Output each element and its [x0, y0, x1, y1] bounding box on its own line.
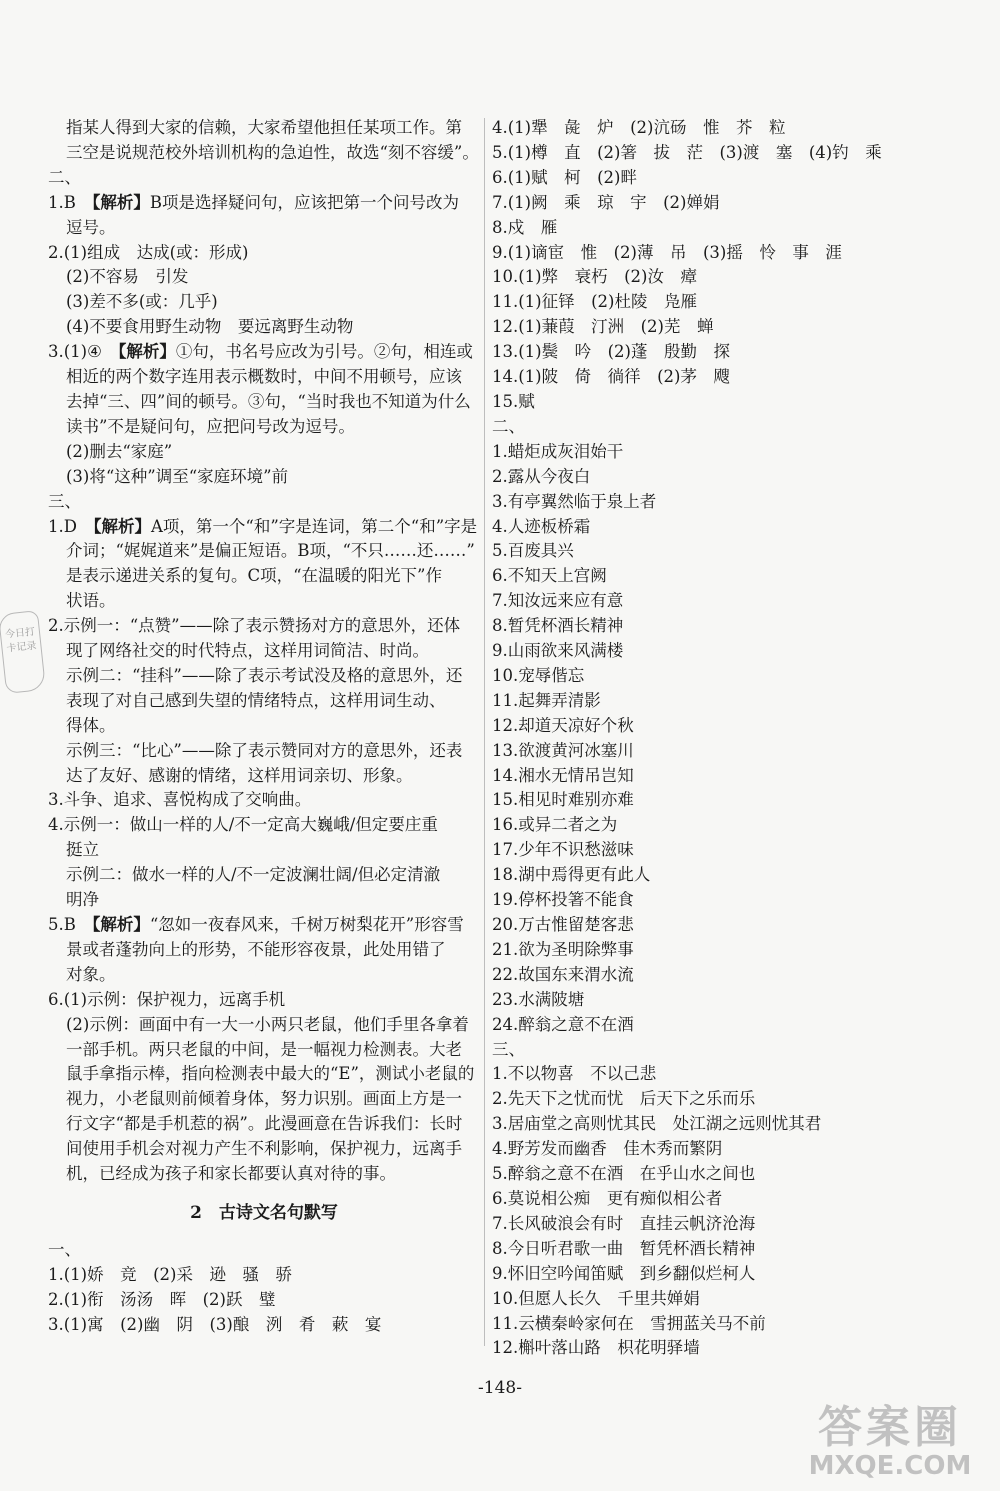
answer-line: 23.水满陂塘 [492, 989, 585, 1009]
answer-line: 12.却道天凉好个秋 [492, 715, 634, 735]
answer-line: 7.知汝远来应有意 [492, 591, 624, 611]
answer-line: 2.示例一：“点赞”——除了表示赞扬对方的意思外，还体 [48, 616, 461, 636]
watermark-logo [790, 1404, 990, 1486]
answer-line: 16.或异二者之为 [492, 815, 618, 835]
analysis-tag: 【解析】 [84, 516, 151, 536]
answer-line: 6.莫说相公痴 更有痴似相公者 [492, 1188, 723, 1208]
answer-line: 4.(1)犟 彘 炉 (2)沆砀 惟 芥 粒 [492, 118, 786, 137]
answer-line: (2)删去“家庭” [66, 441, 173, 461]
answer-line: 17.少年不识愁滋味 [492, 840, 634, 860]
answer-line: 达了友好、感谢的情绪，这样用词亲切、形象。 [66, 765, 413, 785]
answer-line: 景或者蓬勃向上的形势，不能形容夜景，此处用错了 [66, 939, 446, 959]
answer-line: 10.但愿人长久 千里共婵娟 [492, 1288, 700, 1308]
answer-line: 20.万古惟留楚客悲 [492, 915, 634, 934]
answer-line: 21.欲为圣明除弊事 [492, 939, 634, 959]
answer-line: 一部手机。两只老鼠的中间，是一幅视力检测表。大老 [66, 1039, 462, 1059]
answer-line: 明净 [66, 890, 99, 910]
analysis-text: “忽如一夜春风来，千树万树梨花开”形容雪 [149, 915, 464, 934]
right-column [492, 116, 952, 1361]
column-divider [484, 118, 485, 1346]
answer-line: 10.宠辱偕忘 [492, 665, 585, 685]
answer-line: 3.居庙堂之高则忧其民 处江湖之远则忧其君 [492, 1114, 822, 1134]
answer-line: 11.云横秦岭家何在 雪拥蓝关马不前 [492, 1313, 766, 1333]
answer-line: 8.戍 雁 [492, 217, 558, 237]
answer-line: (2)不容易 引发 [66, 267, 189, 287]
answer-line: (2)示例：画面中有一大一小两只老鼠，他们手里各拿着 [66, 1014, 469, 1034]
answer-line: 10.(1)弊 衰朽 (2)汝 瘴 [492, 267, 697, 287]
answer-line: 一、 [48, 1239, 81, 1259]
answer-line: 18.湖中焉得更有此人 [492, 865, 651, 885]
answer-line: (3)差不多(或：几乎) [66, 292, 218, 312]
answer-line: 13.(1)鬓 吟 (2)蓬 殷勤 探 [492, 342, 730, 362]
answer-key: 5.B [48, 915, 76, 934]
answer-line: 3.有亭翼然临于泉上者 [492, 491, 657, 511]
answer-line: 8.今日听君歌一曲 暂凭杯酒长精神 [492, 1238, 756, 1258]
watermark-url: MXQE.COM [808, 1451, 972, 1481]
answer-line: 相近的两个数字连用表示概数时，中间不用顿号，应该 [66, 367, 462, 387]
answer-line: 间使用手机会对视力产生不利影响，保护视力，远离手 [66, 1139, 462, 1159]
answer-line: 4.野芳发而幽香 佳木秀而繁阴 [492, 1139, 723, 1159]
answer-line: 3.斗争、追求、喜悦构成了交响曲。 [48, 790, 312, 810]
answer-line: 视力，小老鼠则前倾着身体，努力识别。画面上方是一 [66, 1089, 462, 1109]
answer-line: 逗号。 [66, 217, 116, 237]
answer-line: 现了网络社交的时代特点，这样用词简洁、时尚。 [66, 641, 429, 661]
watermark-title: 答案圈 [818, 1402, 962, 1453]
answer-key: 3.(1)④ [48, 342, 102, 362]
answer-line: 3.(1)寓 (2)幽 阴 (3)酿 洌 肴 蔌 宴 [48, 1314, 382, 1334]
answer-line: 9.山雨欲来风满楼 [492, 641, 624, 661]
answer-line: 得体。 [66, 715, 116, 735]
answer-line: 24.醉翁之意不在酒 [492, 1014, 634, 1034]
answer-line: 12.(1)蒹葭 汀洲 (2)芜 蝉 [492, 317, 714, 337]
page-number: -148- [478, 1378, 522, 1398]
answer-line: 6.(1)赋 柯 (2)畔 [492, 167, 637, 187]
answer-line: (3)将“这种”调至“家庭环境”前 [66, 466, 289, 486]
answer-line: 5.(1)樽 直 (2)箸 拔 茫 (3)渡 塞 (4)钓 乘 [492, 142, 882, 162]
answer-line: 示例三：“比心”——除了表示赞同对方的意思外，还表 [66, 740, 463, 760]
answer-line: 状语。 [66, 591, 116, 611]
answer-line: 2.露从今夜白 [492, 466, 591, 486]
answer-line: 13.欲渡黄河冰塞川 [492, 740, 634, 760]
analysis-tag: 【解析】 [83, 915, 150, 934]
answer-line: 介词；“娓娓道来”是偏正短语。B项，“不只……还……” [66, 541, 475, 561]
answer-line: 1.(1)娇 竞 (2)采 逊 骚 骄 [48, 1264, 292, 1284]
answer-line: 机，已经成为孩子和家长都要认真对待的事。 [66, 1164, 396, 1184]
answer-line: 表现了对自己感到失望的情绪特点，这样用词生动、 [66, 690, 446, 710]
answer-line: 15.赋 [492, 391, 535, 411]
answer-line: 1.不以物喜 不以己悲 [492, 1064, 657, 1084]
answer-line: 三、 [48, 491, 81, 511]
answer-line: 7.长风破浪会有时 直挂云帆济沧海 [492, 1213, 756, 1233]
answer-line: 4.人迹板桥霜 [492, 516, 591, 536]
answer-line: 2.先天下之忧而忧 后天下之乐而乐 [492, 1089, 756, 1109]
answer-line: 11.起舞弄清影 [492, 690, 601, 710]
ink-stamp: 今日打卡记录 [0, 610, 46, 694]
answer-line: 19.停杯投箸不能食 [492, 890, 634, 910]
answer-key: 1.B [48, 192, 76, 212]
answer-line: 二、 [48, 167, 81, 187]
analysis-tag: 【解析】 [83, 192, 150, 212]
answer-line: 5.百废具兴 [492, 541, 574, 561]
answer-line: 是表示递进关系的复句。C项，“在温暖的阳光下”作 [66, 566, 442, 586]
answer-line: 11.(1)征铎 (2)杜陵 凫雁 [492, 292, 697, 312]
answer-line: 2.(1)组成 达成(或：形成) [48, 242, 249, 262]
answer-line: 读书”不是疑问句，应把问号改为逗号。 [66, 416, 355, 436]
answer-line: 1.蜡炬成灰泪始干 [492, 441, 624, 461]
answer-line: 示例二：“挂科”——除了表示考试没及格的意思外，还 [66, 665, 463, 685]
answer-line: 行文字“都是手机惹的祸”。此漫画意在告诉我们：长时 [66, 1114, 463, 1134]
answer-line: 14.(1)陂 倚 徜徉 (2)茅 飕 [492, 367, 730, 387]
answer-line [48, 191, 480, 216]
answer-line: 14.湘水无情吊岂知 [492, 765, 634, 785]
answer-line: 15.相见时难别亦难 [492, 790, 634, 810]
answer-line: 22.故国东来渭水流 [492, 964, 634, 984]
answer-line: 9.怀旧空吟闻笛赋 到乡翻似烂柯人 [492, 1263, 756, 1283]
analysis-text: B项是选择疑问句，应该把第一个问号改为 [149, 192, 460, 212]
answer-line: 12.槲叶落山路 枳花明驿墙 [492, 1338, 700, 1358]
answer-line [48, 913, 480, 938]
answer-line: 三、 [492, 1039, 525, 1059]
answer-key: 1.D [48, 516, 77, 536]
answer-line: 指某人得到大家的信赖，大家希望他担任某项工作。第 [66, 118, 462, 137]
answer-line: 2.(1)衔 汤汤 晖 (2)跃 璧 [48, 1289, 276, 1309]
analysis-tag: 【解析】 [109, 342, 176, 362]
answer-line: 6.(1)示例：保护视力，远离手机 [48, 989, 286, 1009]
answer-line: 二、 [492, 416, 525, 436]
answer-line: 对象。 [66, 964, 116, 984]
answer-line: 6.不知天上宫阙 [492, 566, 607, 586]
answer-line: 挺立 [66, 840, 99, 860]
left-column [48, 116, 480, 1338]
answer-line: 示例二：做水一样的人/不一定波澜壮阔/但必定清澈 [66, 865, 441, 885]
answer-line: 鼠手拿指示棒，指向检测表中最大的“E”，测试小老鼠的 [66, 1064, 475, 1084]
answer-line: 5.醉翁之意不在酒 在乎山水之间也 [492, 1164, 756, 1184]
answer-line [48, 340, 480, 365]
answer-line: 7.(1)阙 乘 琼 宇 (2)婵娟 [492, 192, 720, 212]
analysis-text: A项，第一个“和”字是连词，第二个“和”字是 [150, 516, 478, 536]
section-title: 2 古诗文名句默写 [190, 1202, 338, 1223]
answer-line: 4.示例一：做山一样的人/不一定高大巍峨/但定要庄重 [48, 815, 438, 835]
answer-line: 9.(1)谪宦 惟 (2)薄 吊 (3)摇 怜 事 涯 [492, 242, 842, 262]
answer-line: 8.暂凭杯酒长精神 [492, 616, 624, 636]
answer-line: 去掉“三、四”间的顿号。③句，“当时我也不知道为什么 [66, 391, 471, 411]
answer-line [48, 515, 480, 540]
answer-line: 三空是说规范校外培训机构的急迫性，故选“刻不容缓”。 [66, 142, 479, 162]
answer-line: (4)不要食用野生动物 要远离野生动物 [66, 317, 354, 337]
analysis-text: ①句，书名号应改为引号。②句，相连或 [175, 342, 473, 362]
